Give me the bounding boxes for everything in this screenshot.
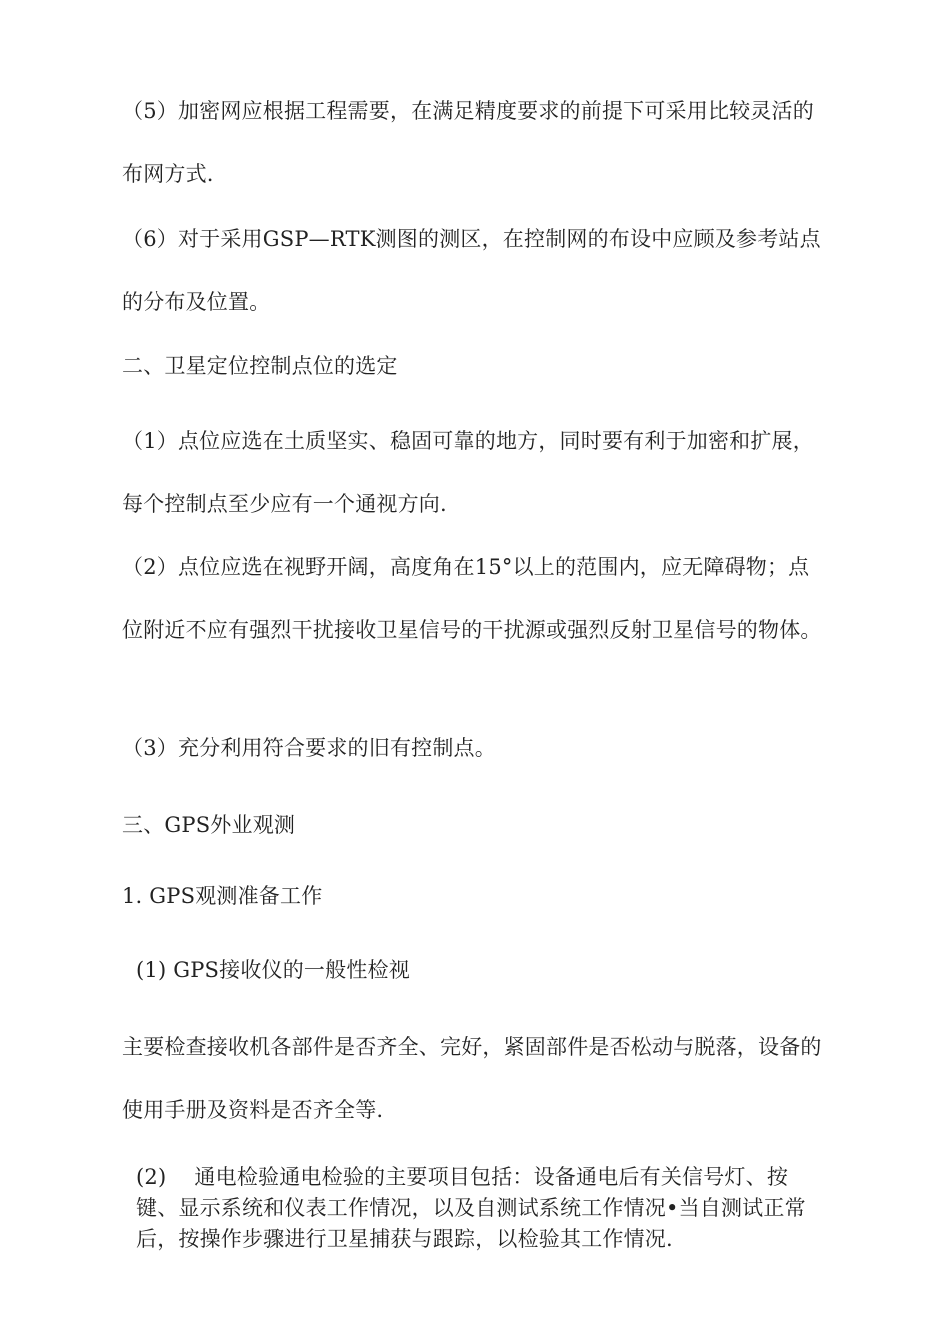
subsection-heading-1: 1. GPS观测准备工作 bbox=[122, 884, 323, 908]
section-heading-2: 二、卫星定位控制点位的选定 bbox=[122, 354, 398, 378]
gps-item-1-heading: (1) GPS接收仪的一般性检视 bbox=[136, 958, 410, 982]
paragraph-item-6: （6）对于采用GSP—RTK测图的测区，在控制网的布设中应顾及参考站点的分布及位置。 bbox=[122, 227, 821, 314]
selection-item-3: （3）充分利用符合要求的旧有控制点。 bbox=[122, 736, 496, 760]
gps-item-1-body: 主要检查接收机各部件是否齐全、完好，紧固部件是否松动与脱落，设备的使用手册及资料是否齐全等. bbox=[122, 1035, 822, 1122]
section-heading-3: 三、GPS外业观测 bbox=[122, 813, 296, 837]
selection-item-2: （2）点位应选在视野开阔，高度角在15°以上的范围内，应无障碍物；点位附近不应有强烈干扰接收卫星信号的干扰源或强烈反射卫星信号的物体。 bbox=[122, 555, 822, 642]
paragraph-item-5: （5）加密网应根据工程需要，在满足精度要求的前提下可采用比较灵活的布网方式. bbox=[122, 99, 814, 186]
selection-item-1: （1）点位应选在土质坚实、稳固可靠的地方，同时要有利于加密和扩展，每个控制点至少应有一个通视方向. bbox=[122, 429, 814, 516]
gps-item-2: (2) 通电检验通电检验的主要项目包括：设备通电后有关信号灯、按键、显示系统和仪表工作情况，以及自测试系统工作情况•当自测试正常后，按操作步骤进行卫星捕获与跟踪，以检验其工作情况. bbox=[136, 1165, 806, 1251]
